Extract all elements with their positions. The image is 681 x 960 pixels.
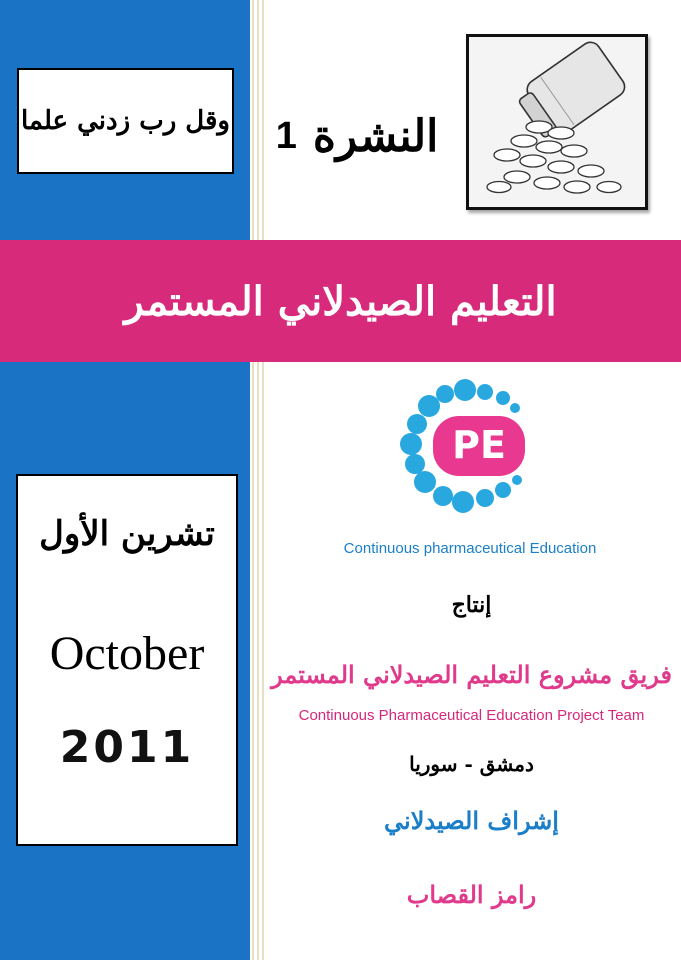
logo-caption: Continuous pharmaceutical Education [343, 540, 597, 557]
issue-number: 1 [275, 114, 297, 157]
pill-bottle-image [466, 34, 648, 210]
cpe-logo [395, 376, 535, 516]
location: دمشق - سوريا [409, 752, 534, 776]
production-label: إنتاج [451, 592, 492, 618]
supervisor-name: رامز القصاب [406, 880, 537, 909]
logo-letters: PE [452, 423, 506, 467]
team-name-english: Continuous Pharmaceutical Education Project Team [298, 707, 645, 724]
divider-stripe [257, 0, 259, 960]
issue-title [262, 86, 452, 186]
team-name-arabic: فريق مشروع التعليم الصيدلاني المستمر [271, 660, 672, 689]
pill-bottle-icon [469, 37, 645, 207]
verse-box [17, 68, 234, 174]
issue-word: النشرة [312, 110, 439, 162]
band-title: التعليم الصيدلاني المستمر [124, 277, 557, 325]
cpe-logo-icon [395, 376, 535, 516]
month-english: October [49, 627, 205, 680]
supervision-label: إشراف الصيدلاني [384, 806, 559, 835]
verse-text: وقل رب زدني علما [21, 106, 230, 136]
date-box [16, 474, 238, 846]
year: 2011 [59, 722, 195, 773]
divider-stripe [252, 0, 254, 960]
month-arabic: تشرين الأول [39, 514, 215, 554]
